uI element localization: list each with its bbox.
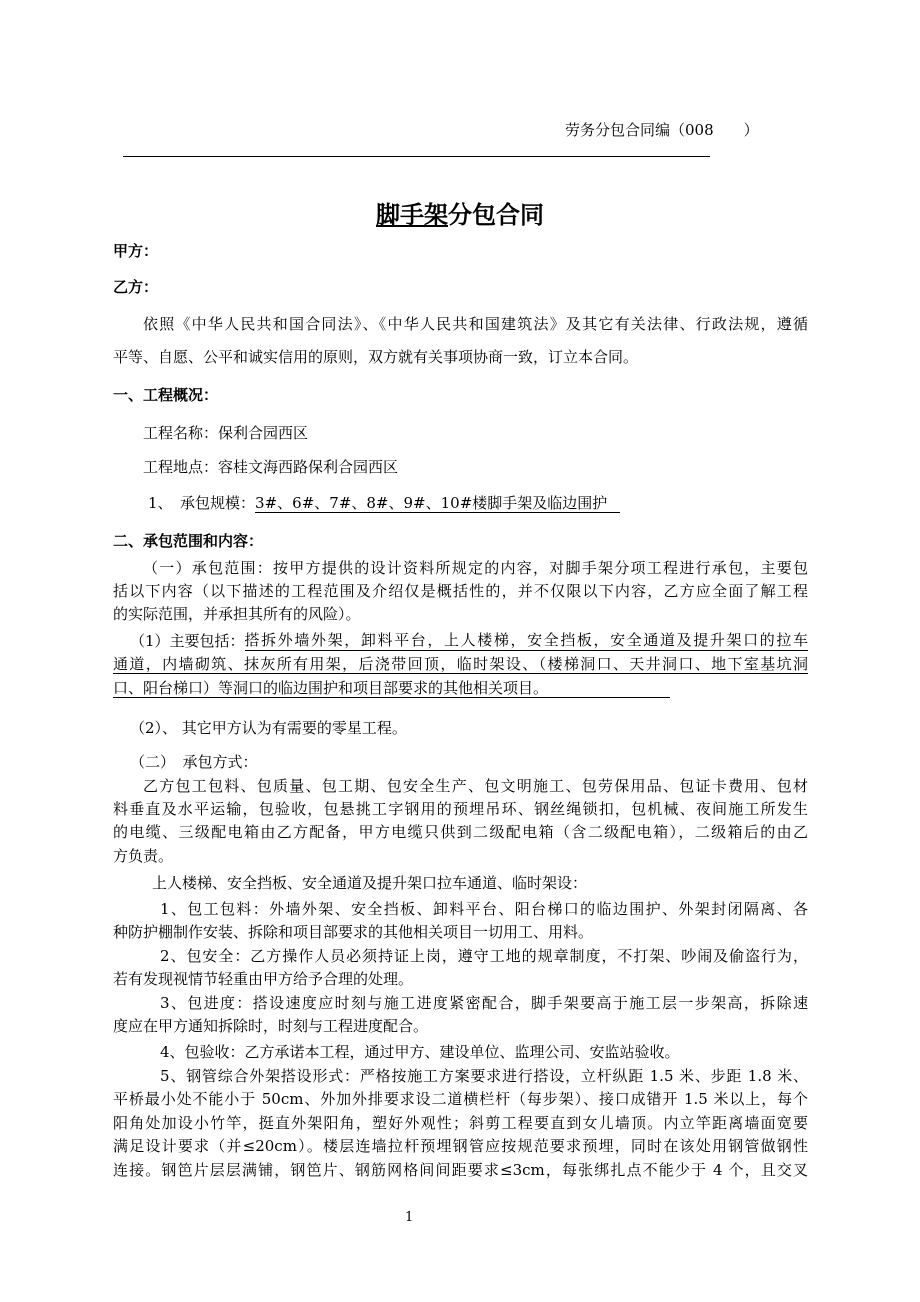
item-3: 度应在甲方通知拆除时，时刻与工程进度配合。 [113,1017,429,1035]
item-4: 4、包验收：乙方承诺本工程，通过甲方、建设单位、监理公司、安监站验收。 [160,1043,680,1061]
sub-heading: 上人楼梯、安全挡板、安全通道及提升架口拉车通道、临时架设： [152,874,588,892]
other-works: （2）、 其它甲方认为有需要的零星工程。 [130,719,407,737]
intro-line: 平等、自愿、公平和诚实信用的原则，双方就有关事项协商一致，订立本合同。 [113,348,639,366]
project-location: 工程地点：容桂文海西路保利合园西区 [143,458,399,476]
item-1: 1、包工包料：外墙外架、安全挡板、卸料平台、阳台梯口的临边围护、外架封闭隔离、各 [160,900,808,918]
scope-line: 括以下内容（以下描述的工程范围及介绍仅是概括性的，并不仅限以下内容，乙方应全面了解工程 [113,582,808,600]
main-scope-line [113,655,808,674]
scope-line: 的实际范围，并承担其所有的风险）。 [113,605,361,623]
document-title [0,195,920,230]
main-scope-text: 通道，内墙砌筑、抹灰所有用架，后浇带回顶，临时架设、（楼梯洞口、天井洞口、地下室基坑洞 [113,655,808,673]
method-line: 乙方包工包料、包质量、包工期、包安全生产、包文明施工、包劳保用品、包证卡费用、包材 [143,777,808,795]
item-2: 2、包安全：乙方操作人员必须持证上岗，遵守工地的规章制度，不打架、吵闹及偷盗行为， [160,947,808,965]
main-scope-text: 口、阳台梯口）等洞口的临边围护和项目部要求的其他相关项目。 [113,679,670,698]
title-rest: 分包合同 [448,200,544,229]
method-line: 料垂直及水平运输，包验收，包悬挑工字钢用的预埋吊环、钢丝绳锁扣，包机械、夜间施工所发生 [113,800,808,818]
scale-value: 3#、6#、7#、8#、9#、10#楼脚手架及临边围护 [255,495,620,513]
main-scope-line [113,678,808,698]
contract-scale [148,493,843,513]
item-3: 3、包进度：搭设速度应时刻与施工进度紧密配合，脚手架要高于施工层一步架高，拆除速 [160,994,808,1012]
contract-number: 劳务分包合同编（008 ） [565,121,759,139]
item-5: 满足设计要求（并≤20cm）。楼层连墙拉杆预埋钢管应按规范要求预埋，同时在该处用钢管做钢性 [113,1137,808,1155]
main-scope-line [130,631,808,651]
item-5: 阳角处加设小竹竿，挺直外架阳角，塑好外观性；斜剪工程要直到女儿墙顶。内立竿距离墙面宽要 [113,1114,808,1132]
scale-label: 1、 承包规模： [148,494,256,512]
method-line: 的电缆、三级配电箱由乙方配备，甲方电缆只供到二级配电箱（含二级配电箱），二级箱后的由乙 [113,823,808,841]
main-scope-text: 搭拆外墙外架，卸料平台，上人楼梯，安全挡板，安全通道及提升架口的拉车 [244,631,808,649]
project-name: 工程名称：保利合园西区 [143,424,309,442]
party-b-label: 乙方： [113,278,159,296]
method-line: 方负责。 [113,847,174,865]
page-number: 1 [405,1210,414,1225]
item-5: 连接。钢笆片层层满铺，钢笆片、钢筋网格间间距要求≤3cm，每张绑扎点不能少于 4 个，且交叉 [113,1161,808,1179]
title-underlined: 脚手架 [376,200,448,229]
section1-heading: 一、工程概况： [113,386,219,404]
party-a-label: 甲方： [113,242,159,260]
item-5: 平桥最小处不能小于 50cm、外加外排要求设二道横栏杆（每步架）、接口成错开 1.5 米以上，每个 [113,1090,808,1108]
item-5: 5、钢管综合外架搭设形式：严格按施工方案要求进行搭设，立杆纵距 1.5 米、步距 1.8 米、 [160,1067,808,1085]
scope-line: （一）承包范围：按甲方提供的设计资料所规定的内容，对脚手架分项工程进行承包，主要包 [143,559,808,577]
section2-heading: 二、承包范围和内容： [113,532,264,550]
main-scope-label: （1）主要包括： [130,632,245,650]
intro-line: 依照《中华人民共和国合同法》、《中华人民共和国建筑法》及其它有关法律、行政法规，遵循 [143,315,808,333]
item-2: 若有发现视情节轻重由甲方给予合理的处理。 [113,970,414,988]
method-heading: （二） 承包方式： [130,753,258,771]
header-rule [123,156,710,157]
item-1: 种防护棚制作安装、拆除和项目部要求的其他相关项目一切用工、用料。 [113,923,594,941]
